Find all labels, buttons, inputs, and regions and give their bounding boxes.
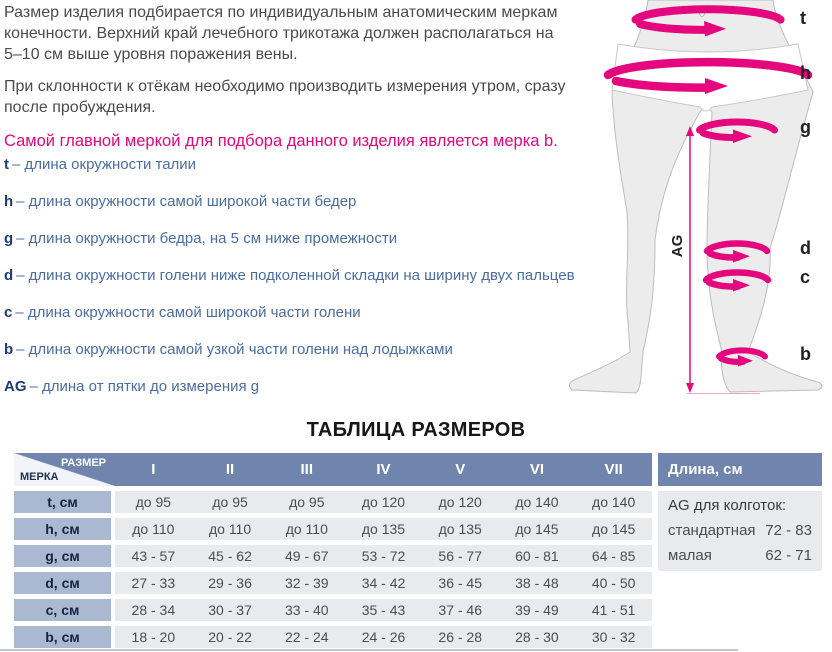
table-row	[14, 545, 652, 567]
measure-key: g	[4, 230, 14, 247]
corner-cell	[14, 453, 115, 486]
length-row-value: 72 - 83	[765, 522, 812, 539]
table-cell: 20 - 22	[192, 626, 269, 648]
intro-text-block	[4, 2, 570, 152]
table-cell: до 120	[422, 491, 499, 513]
intro-paragraph-1: Размер изделия подбирается по индивидуальным анатомическим меркам конечности. Верхний край лечебного трикотажа должен располагаться на 5–10 см выше уровня поражения вены.	[4, 4, 558, 63]
table-cell: 28 - 34	[115, 599, 192, 621]
size-table-title: ТАБЛИЦА РАЗМЕРОВ	[306, 419, 526, 441]
measure-desc: – длина окружности бедра, на 5 см ниже промежности	[16, 230, 398, 247]
measure-key: d	[4, 267, 14, 284]
table-cell: до 140	[499, 491, 576, 513]
table-cell: 35 - 43	[345, 599, 422, 621]
measure-desc: – длина от пятки до измерения g	[29, 378, 260, 395]
row-label: d, см	[14, 572, 115, 594]
measure-desc: – длина окружности голени ниже подколенной складки на ширину двух пальцев	[16, 267, 575, 284]
column-header: VI	[529, 461, 545, 478]
length-panel-header: Длина, см	[658, 453, 822, 486]
table-cell: 38 - 48	[499, 572, 576, 594]
table-cell: 36 - 45	[422, 572, 499, 594]
measure-desc: – длина окружности самой широкой части бедер	[16, 193, 357, 210]
size-table	[14, 453, 652, 648]
list-item	[4, 229, 622, 248]
measure-key: c	[4, 304, 13, 321]
table-cell: 43 - 57	[115, 545, 192, 567]
list-item	[4, 266, 622, 285]
table-cell: до 95	[115, 491, 192, 513]
table-cell: 26 - 28	[422, 626, 499, 648]
table-cell: до 95	[268, 491, 345, 513]
diagram-label-h: h	[800, 63, 811, 83]
list-item	[4, 377, 622, 396]
length-row-label: малая	[668, 547, 712, 564]
table-cell: 39 - 49	[499, 599, 576, 621]
column-header: IV	[376, 461, 391, 478]
size-table-header	[14, 453, 652, 486]
table-cell: до 110	[192, 518, 269, 540]
measure-key: h	[4, 193, 14, 210]
intro-highlight: Самой главной меркой для подбора данного изделия является мерка b.	[4, 132, 558, 150]
table-cell: 34 - 42	[345, 572, 422, 594]
measure-desc: – длина окружности талии	[12, 156, 197, 173]
length-panel-body	[658, 491, 822, 571]
row-label: t, см	[14, 491, 115, 513]
table-cell: до 110	[115, 518, 192, 540]
corner-measure-label: МЕРКА	[20, 471, 59, 483]
table-cell: 18 - 20	[115, 626, 192, 648]
table-cell: 32 - 39	[268, 572, 345, 594]
diagram-label-t: t	[800, 8, 806, 28]
table-cell: 28 - 30	[499, 626, 576, 648]
table-row	[14, 491, 652, 513]
column-header: II	[225, 461, 235, 478]
column-header: III	[300, 461, 314, 478]
bottom-divider	[0, 649, 738, 651]
measure-key: AG	[4, 378, 27, 395]
intro-paragraph-2: При склонности к отёкам необходимо производить измерения утром, сразу после пробуждения.	[4, 78, 566, 116]
length-row	[668, 543, 812, 568]
table-cell: 24 - 26	[345, 626, 422, 648]
measure-key: b	[4, 341, 14, 358]
measure-desc: – длина окружности самой узкой части голени над лодыжками	[16, 341, 453, 358]
column-header: VII	[604, 461, 623, 478]
row-label: h, см	[14, 518, 115, 540]
table-cell: до 135	[422, 518, 499, 540]
diagram-label-d: d	[800, 238, 811, 258]
diagram-label-g: g	[800, 117, 811, 137]
table-cell: до 145	[499, 518, 576, 540]
length-panel-subtitle: AG для колготок:	[668, 497, 787, 514]
measure-key: t	[4, 156, 9, 173]
legs-measurement-diagram	[560, 0, 832, 400]
table-row	[14, 626, 652, 648]
ag-label: AG	[669, 234, 686, 258]
table-cell: до 140	[575, 491, 652, 513]
measure-desc: – длина окружности самой широкой части голени	[15, 304, 361, 321]
table-cell: 56 - 77	[422, 545, 499, 567]
table-row	[14, 518, 652, 540]
table-cell: до 95	[192, 491, 269, 513]
table-cell: 41 - 51	[575, 599, 652, 621]
table-cell: 49 - 67	[268, 545, 345, 567]
table-cell: 30 - 37	[192, 599, 269, 621]
row-label: c, см	[14, 599, 115, 621]
table-cell: 27 - 33	[115, 572, 192, 594]
table-cell: до 120	[345, 491, 422, 513]
table-cell: 64 - 85	[575, 545, 652, 567]
list-item	[4, 340, 622, 359]
length-row	[668, 518, 812, 543]
table-cell: 45 - 62	[192, 545, 269, 567]
table-cell: до 145	[575, 518, 652, 540]
measurement-list	[4, 155, 622, 414]
corner-size-label: РАЗМЕР	[60, 457, 106, 469]
length-panel	[658, 453, 822, 571]
table-cell: 53 - 72	[345, 545, 422, 567]
table-cell: 22 - 24	[268, 626, 345, 648]
table-cell: 33 - 40	[268, 599, 345, 621]
table-row	[14, 572, 652, 594]
list-item	[4, 303, 622, 322]
legs-diagram-svg	[560, 0, 832, 400]
length-row-label: стандартная	[668, 522, 756, 539]
table-row	[14, 599, 652, 621]
length-row-value: 62 - 71	[765, 547, 812, 564]
table-cell: 30 - 32	[575, 626, 652, 648]
diagram-label-c: c	[800, 267, 811, 287]
table-cell: до 135	[345, 518, 422, 540]
row-label: g, см	[14, 545, 115, 567]
list-item	[4, 155, 622, 174]
table-cell: до 110	[268, 518, 345, 540]
column-header: I	[151, 461, 156, 478]
list-item	[4, 192, 622, 211]
table-cell: 60 - 81	[499, 545, 576, 567]
table-cell: 37 - 46	[422, 599, 499, 621]
table-cell: 40 - 50	[575, 572, 652, 594]
diagram-label-b: b	[800, 344, 811, 364]
table-cell: 29 - 36	[192, 572, 269, 594]
column-header: V	[455, 461, 466, 478]
row-label: b, см	[14, 626, 115, 648]
